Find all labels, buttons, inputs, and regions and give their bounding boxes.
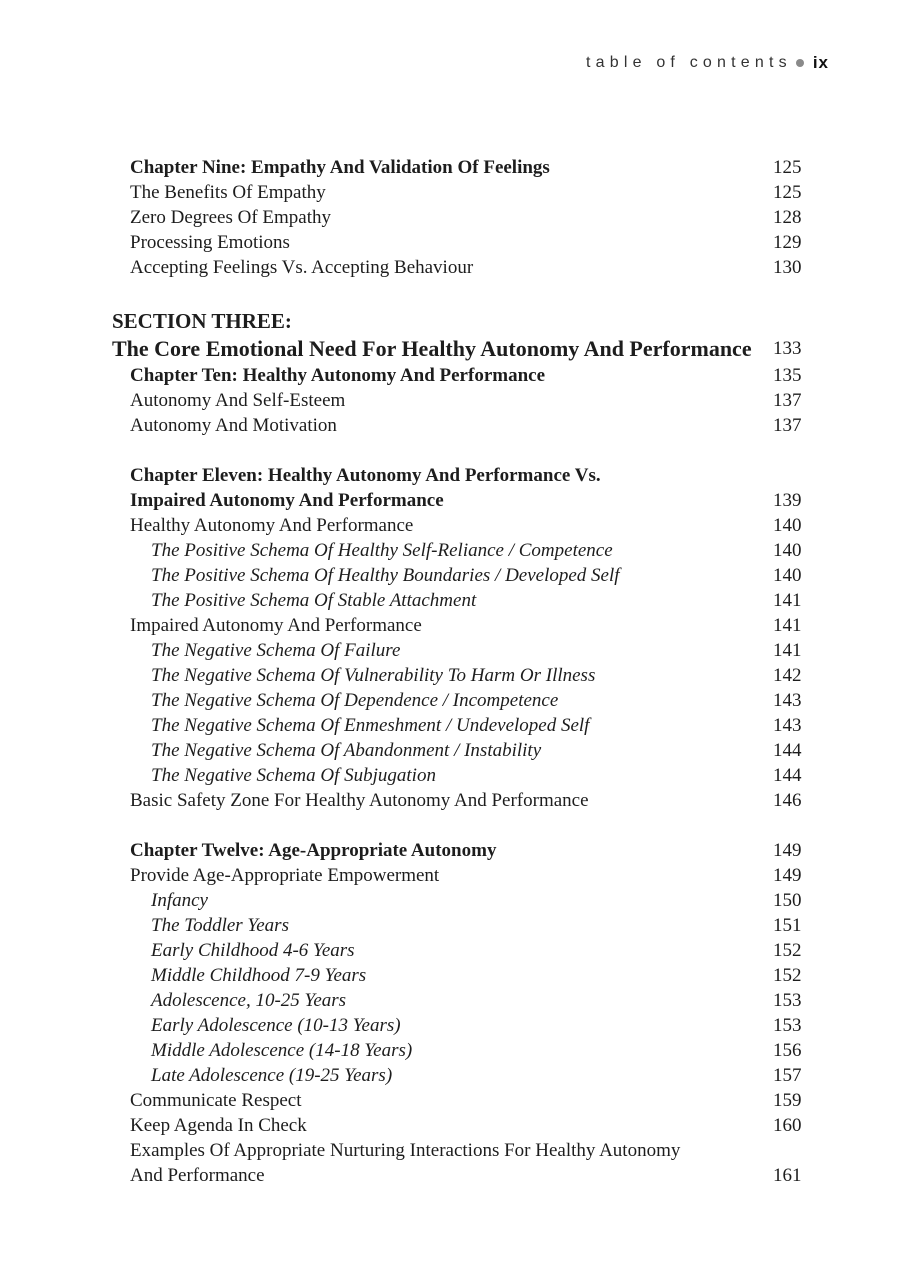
bullet-icon <box>796 59 804 67</box>
toc-entry-label: Basic Safety Zone For Healthy Autonomy And Performance <box>130 790 589 811</box>
toc-entry-page: 125 <box>773 157 802 178</box>
toc-entry <box>0 613 901 638</box>
toc-entry <box>0 255 901 280</box>
toc-entry-label: Chapter Eleven: Healthy Autonomy And Performance Vs. <box>130 465 601 486</box>
spacer <box>0 438 901 463</box>
toc-entry-chapter <box>0 363 901 388</box>
toc-entry <box>0 180 901 205</box>
table-of-contents <box>0 155 901 1188</box>
page-number: ix <box>812 53 829 72</box>
toc-entry <box>0 513 901 538</box>
toc-subentry <box>0 663 901 688</box>
toc-subentry-label: Middle Adolescence (14-18 Years) <box>151 1040 413 1061</box>
section-heading-label: SECTION THREE: <box>112 309 292 333</box>
toc-entry-page: 143 <box>773 690 802 711</box>
toc-entry-page: 153 <box>773 990 802 1011</box>
toc-entry-page: 152 <box>773 940 802 961</box>
toc-entry-page: 141 <box>773 590 802 611</box>
toc-entry-page: 149 <box>773 840 802 861</box>
toc-entry-page: 141 <box>773 615 802 636</box>
toc-subentry-label: The Negative Schema Of Subjugation <box>151 765 436 786</box>
toc-subentry <box>0 713 901 738</box>
toc-entry <box>0 1088 901 1113</box>
toc-entry-label: Examples Of Appropriate Nurturing Interactions For Healthy Autonomy <box>130 1140 681 1161</box>
toc-entry-page: 144 <box>773 765 802 786</box>
toc-subentry <box>0 688 901 713</box>
toc-entry-page: 143 <box>773 715 802 736</box>
toc-subentry-label: The Negative Schema Of Dependence / Incompetence <box>151 690 559 711</box>
toc-entry-label: Chapter Nine: Empathy And Validation Of Feelings <box>130 157 550 178</box>
toc-entry-page: 140 <box>773 540 802 561</box>
toc-subentry <box>0 1013 901 1038</box>
toc-entry-page: 152 <box>773 965 802 986</box>
toc-subentry <box>0 538 901 563</box>
toc-entry-chapter <box>0 155 901 180</box>
toc-entry <box>0 1113 901 1138</box>
toc-entry-chapter <box>0 838 901 863</box>
toc-entry-page: 139 <box>773 490 802 511</box>
toc-subentry-label: Adolescence, 10-25 Years <box>151 990 347 1011</box>
toc-subentry <box>0 638 901 663</box>
toc-entry-label: Autonomy And Motivation <box>130 415 337 436</box>
toc-subentry <box>0 988 901 1013</box>
toc-entry-page: 150 <box>773 890 802 911</box>
toc-subentry <box>0 1038 901 1063</box>
toc-subentry-label: Early Childhood 4-6 Years <box>151 940 355 961</box>
toc-entry-page: 159 <box>773 1090 802 1111</box>
toc-subentry-label: Early Adolescence (10-13 Years) <box>151 1015 401 1036</box>
toc-entry-label: The Benefits Of Empathy <box>130 182 326 203</box>
toc-entry-page: 140 <box>773 515 802 536</box>
toc-entry-label: Impaired Autonomy And Performance <box>130 490 444 511</box>
toc-entry-label: Zero Degrees Of Empathy <box>130 207 332 228</box>
toc-entry-label: Chapter Twelve: Age-Appropriate Autonomy <box>130 840 497 861</box>
toc-subentry-label: The Negative Schema Of Vulnerability To Harm Or Illness <box>151 665 596 686</box>
toc-entry-label: Provide Age-Appropriate Empowerment <box>130 865 440 886</box>
toc-entry <box>0 863 901 888</box>
toc-entry-page: 142 <box>773 665 802 686</box>
toc-entry <box>0 1163 901 1188</box>
toc-entry-label: Accepting Feelings Vs. Accepting Behaviour <box>130 257 474 278</box>
toc-entry-page: 137 <box>773 415 802 436</box>
toc-subentry <box>0 1063 901 1088</box>
toc-entry <box>0 1138 901 1163</box>
toc-entry-label: Keep Agenda In Check <box>130 1115 307 1136</box>
toc-entry-page: 135 <box>773 365 802 386</box>
toc-entry-chapter <box>0 488 901 513</box>
toc-entry-page: 160 <box>773 1115 802 1136</box>
toc-subentry-label: The Positive Schema Of Stable Attachment <box>151 590 477 611</box>
toc-entry-page: 125 <box>773 182 802 203</box>
running-head-title: table of contents <box>585 54 792 71</box>
toc-entry-page: 153 <box>773 1015 802 1036</box>
toc-entry-page: 129 <box>773 232 802 253</box>
toc-entry-label: Chapter Ten: Healthy Autonomy And Performance <box>130 365 546 386</box>
section-title-label: The Core Emotional Need For Healthy Autonomy And Performance <box>112 336 752 361</box>
toc-entry <box>0 388 901 413</box>
toc-entry-label: Communicate Respect <box>130 1090 302 1111</box>
toc-entry-page: 146 <box>773 790 802 811</box>
section-title-page: 133 <box>773 338 802 359</box>
toc-subentry <box>0 738 901 763</box>
spacer <box>0 280 901 309</box>
toc-subentry <box>0 563 901 588</box>
toc-entry-page: 130 <box>773 257 802 278</box>
toc-subentry-label: Infancy <box>151 890 208 911</box>
toc-entry-label: Impaired Autonomy And Performance <box>130 615 422 636</box>
toc-entry-label: And Performance <box>130 1165 265 1186</box>
toc-subentry-label: The Toddler Years <box>151 915 289 936</box>
toc-entry-page: 137 <box>773 390 802 411</box>
toc-entry-page: 128 <box>773 207 802 228</box>
toc-subentry <box>0 938 901 963</box>
toc-entry-page: 140 <box>773 565 802 586</box>
toc-entry-label: Healthy Autonomy And Performance <box>130 515 414 536</box>
section-title <box>0 334 901 363</box>
toc-entry-page: 141 <box>773 640 802 661</box>
toc-subentry <box>0 913 901 938</box>
toc-entry-label: Processing Emotions <box>130 232 290 253</box>
section-heading <box>0 309 901 334</box>
toc-subentry <box>0 588 901 613</box>
toc-entry-page: 161 <box>773 1165 802 1186</box>
toc-subentry <box>0 963 901 988</box>
toc-subentry <box>0 888 901 913</box>
toc-entry-label: Autonomy And Self-Esteem <box>130 390 346 411</box>
toc-subentry-label: The Negative Schema Of Failure <box>151 640 401 661</box>
toc-entry <box>0 205 901 230</box>
toc-entry-page: 149 <box>773 865 802 886</box>
toc-entry-chapter <box>0 463 901 488</box>
toc-entry <box>0 788 901 813</box>
toc-entry <box>0 230 901 255</box>
toc-entry-page: 151 <box>773 915 802 936</box>
toc-subentry-label: The Negative Schema Of Abandonment / Instability <box>151 740 542 761</box>
toc-entry <box>0 413 901 438</box>
toc-entry-page: 157 <box>773 1065 802 1086</box>
toc-subentry-label: Late Adolescence (19-25 Years) <box>151 1065 393 1086</box>
toc-entry-page: 156 <box>773 1040 802 1061</box>
toc-subentry-label: The Positive Schema Of Healthy Self-Reliance / Competence <box>151 540 613 561</box>
spacer <box>0 813 901 838</box>
toc-entry-page: 144 <box>773 740 802 761</box>
toc-subentry <box>0 763 901 788</box>
running-head <box>586 53 829 73</box>
toc-subentry-label: Middle Childhood 7-9 Years <box>151 965 367 986</box>
toc-subentry-label: The Positive Schema Of Healthy Boundaries / Developed Self <box>151 565 620 586</box>
toc-subentry-label: The Negative Schema Of Enmeshment / Undeveloped Self <box>151 715 590 736</box>
